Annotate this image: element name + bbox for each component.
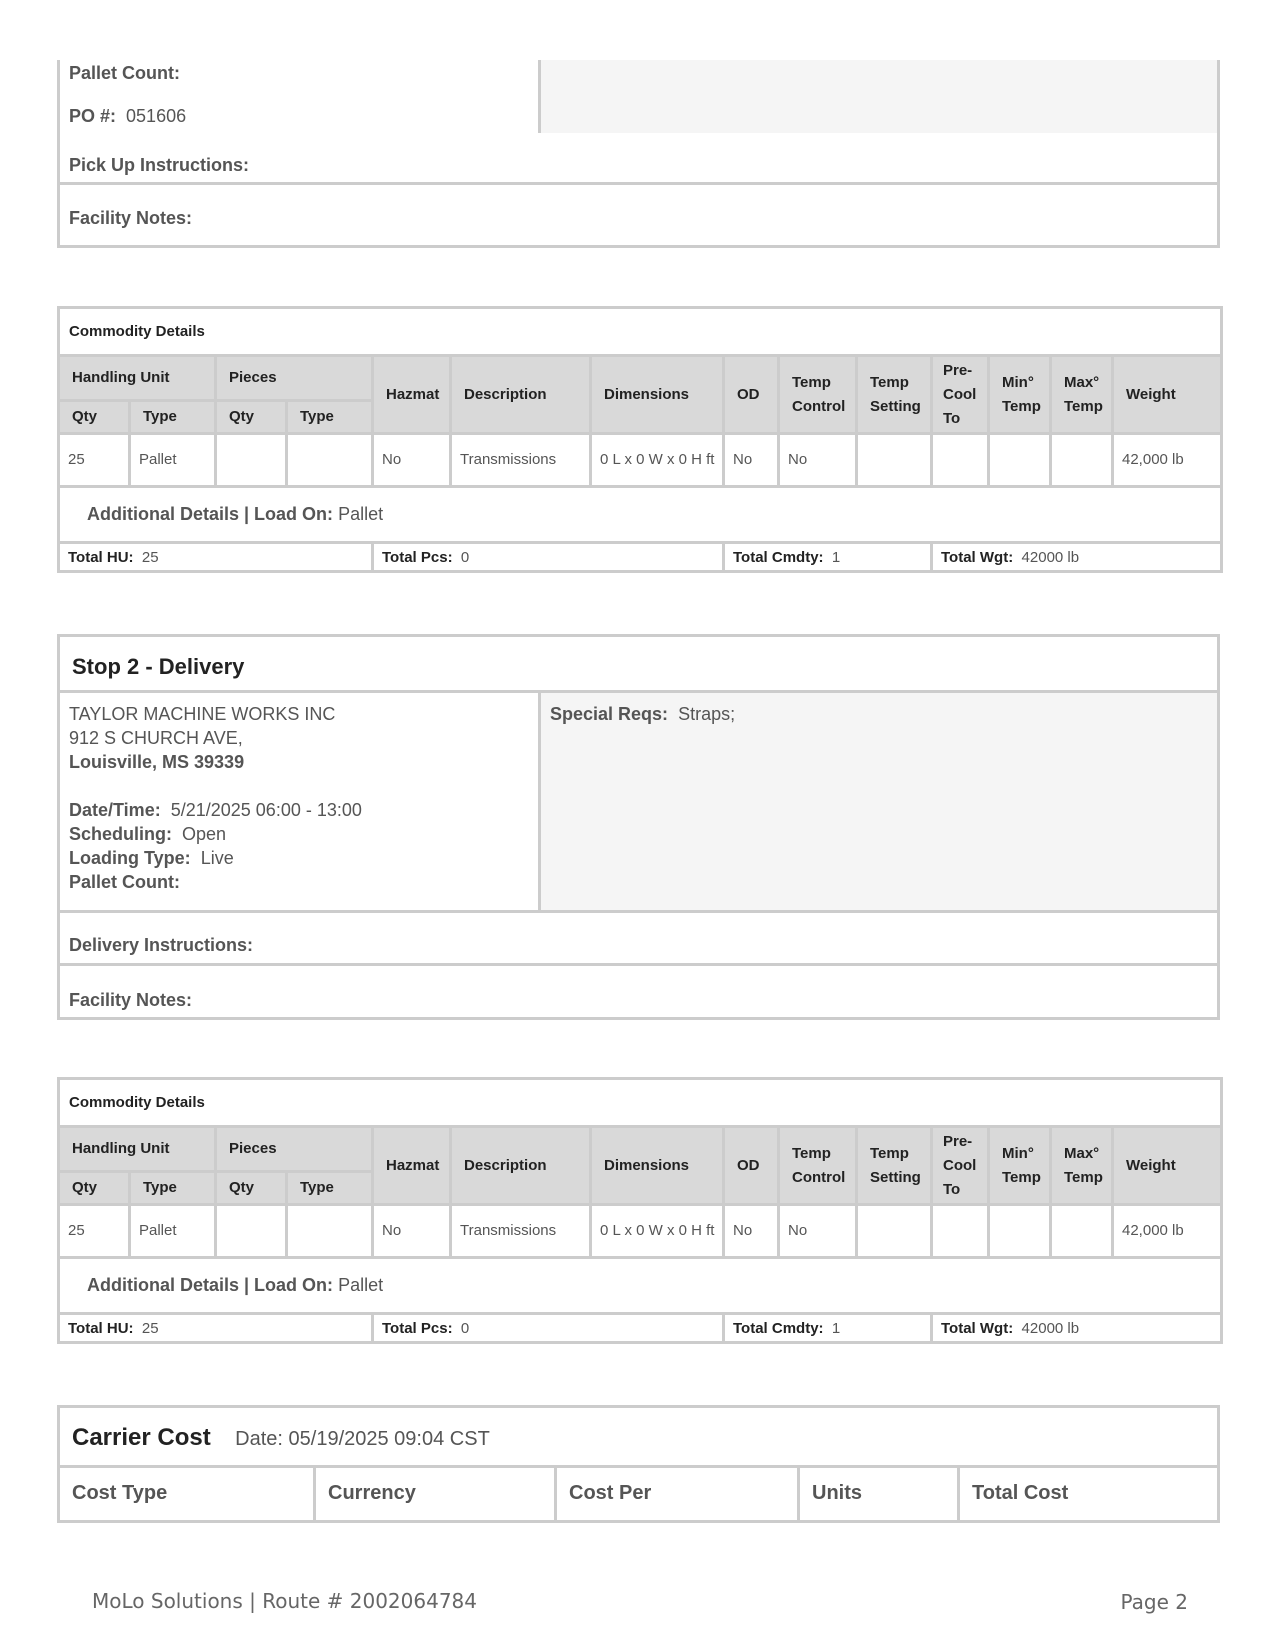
loading-type: Loading Type: Live bbox=[69, 848, 234, 868]
col-pre-cool: Pre-Cool To bbox=[932, 356, 989, 434]
facility-notes-row bbox=[60, 185, 1217, 245]
col-pc-type: Type bbox=[287, 1172, 373, 1205]
col-units: Units bbox=[800, 1468, 960, 1520]
cell-min-temp bbox=[989, 1205, 1051, 1258]
stop2-title: Stop 2 - Delivery bbox=[72, 654, 245, 679]
delivery-instructions-label: Delivery Instructions: bbox=[69, 935, 254, 955]
total-hu: Total HU: 25 bbox=[59, 543, 373, 572]
facility-notes-label-2: Facility Notes: bbox=[69, 990, 193, 1010]
additional-details: Additional Details | Load On: Pallet bbox=[59, 487, 1222, 543]
datetime: Date/Time: 5/21/2025 06:00 - 13:00 bbox=[69, 800, 362, 820]
cell-hu-qty: 25 bbox=[59, 434, 130, 487]
col-min-temp: Min° Temp bbox=[989, 356, 1051, 434]
total-cmdty: Total Cmdty: 1 bbox=[724, 1314, 932, 1343]
col-handling-unit: Handling Unit bbox=[59, 356, 216, 401]
pallet-count: Pallet Count: bbox=[69, 63, 180, 83]
totals-row bbox=[59, 543, 1222, 572]
col-max-temp: Max° Temp bbox=[1051, 1127, 1113, 1205]
col-currency: Currency bbox=[316, 1468, 557, 1520]
cell-hazmat: No bbox=[373, 1205, 451, 1258]
col-pc-type: Type bbox=[287, 401, 373, 434]
col-pieces: Pieces bbox=[216, 1127, 373, 1172]
delivery-instructions-row bbox=[60, 910, 1217, 966]
total-pcs: Total Pcs: 0 bbox=[373, 1314, 724, 1343]
col-dimensions: Dimensions bbox=[591, 1127, 724, 1205]
total-pcs: Total Pcs: 0 bbox=[373, 543, 724, 572]
col-temp-setting: Temp Setting bbox=[857, 1127, 932, 1205]
col-hu-qty: Qty bbox=[59, 1172, 130, 1205]
col-hu-type: Type bbox=[130, 401, 216, 434]
col-pc-qty: Qty bbox=[216, 1172, 287, 1205]
carrier-cost-columns bbox=[60, 1468, 1217, 1520]
table-row bbox=[59, 1205, 1222, 1258]
cell-dimensions: 0 L x 0 W x 0 H ft bbox=[591, 434, 724, 487]
col-hu-qty: Qty bbox=[59, 401, 130, 434]
col-dimensions: Dimensions bbox=[591, 356, 724, 434]
commodity-caption: Commodity Details bbox=[59, 308, 1222, 356]
table-row bbox=[59, 434, 1222, 487]
city-state-zip: Louisville, MS 39339 bbox=[69, 752, 245, 772]
cell-pc-qty bbox=[216, 1205, 287, 1258]
total-cmdty: Total Cmdty: 1 bbox=[724, 543, 932, 572]
col-od: OD bbox=[724, 1127, 779, 1205]
carrier-cost-title: Carrier Cost bbox=[72, 1424, 211, 1451]
commodity-caption: Commodity Details bbox=[59, 1079, 1222, 1127]
col-description: Description bbox=[451, 1127, 591, 1205]
stop2-address-block bbox=[60, 693, 541, 910]
po-number: PO #: 051606 bbox=[69, 106, 187, 126]
stop1-section bbox=[57, 60, 1220, 248]
cell-od: No bbox=[724, 434, 779, 487]
col-cost-type: Cost Type bbox=[60, 1468, 316, 1520]
cell-pc-qty bbox=[216, 434, 287, 487]
stop1-special-panel bbox=[541, 60, 1217, 133]
special-reqs-value: Straps; bbox=[678, 704, 736, 724]
cell-max-temp bbox=[1051, 434, 1113, 487]
total-wgt: Total Wgt: 42000 lb bbox=[932, 1314, 1222, 1343]
totals-row bbox=[59, 1314, 1222, 1343]
carrier-cost-date: Date: 05/19/2025 09:04 CST bbox=[235, 1428, 490, 1450]
col-handling-unit: Handling Unit bbox=[59, 1127, 216, 1172]
col-hazmat: Hazmat bbox=[373, 356, 451, 434]
company-name: TAYLOR MACHINE WORKS INC bbox=[69, 704, 336, 724]
cell-temp-control: No bbox=[779, 434, 857, 487]
col-min-temp: Min° Temp bbox=[989, 1127, 1051, 1205]
cell-description: Transmissions bbox=[451, 434, 591, 487]
facility-notes-row-2 bbox=[60, 966, 1217, 1020]
cell-pre-cool bbox=[932, 1205, 989, 1258]
cell-hu-qty: 25 bbox=[59, 1205, 130, 1258]
col-temp-control: Temp Control bbox=[779, 1127, 857, 1205]
cell-temp-setting bbox=[857, 1205, 932, 1258]
page-number: Page 2 bbox=[1120, 1590, 1188, 1614]
cell-weight: 42,000 lb bbox=[1113, 1205, 1222, 1258]
pallet-count-2: Pallet Count: bbox=[69, 872, 180, 892]
col-hu-type: Type bbox=[130, 1172, 216, 1205]
cell-pre-cool bbox=[932, 434, 989, 487]
col-od: OD bbox=[724, 356, 779, 434]
cell-description: Transmissions bbox=[451, 1205, 591, 1258]
col-description: Description bbox=[451, 356, 591, 434]
col-pc-qty: Qty bbox=[216, 401, 287, 434]
col-hazmat: Hazmat bbox=[373, 1127, 451, 1205]
cell-temp-control: No bbox=[779, 1205, 857, 1258]
carrier-cost-header bbox=[60, 1408, 1217, 1468]
footer-route: MoLo Solutions | Route # 2002064784 bbox=[92, 1589, 477, 1613]
col-temp-setting: Temp Setting bbox=[857, 356, 932, 434]
col-temp-control: Temp Control bbox=[779, 356, 857, 434]
special-reqs-panel bbox=[541, 693, 1217, 910]
col-total-cost: Total Cost bbox=[972, 1482, 1069, 1504]
special-reqs-label: Special Reqs: bbox=[550, 704, 669, 724]
col-cost-per: Cost Per bbox=[557, 1468, 800, 1520]
total-hu: Total HU: 25 bbox=[59, 1314, 373, 1343]
pickup-instructions-label: Pick Up Instructions: bbox=[69, 155, 250, 175]
facility-notes-label: Facility Notes: bbox=[69, 208, 193, 228]
col-weight: Weight bbox=[1113, 356, 1222, 434]
cell-weight: 42,000 lb bbox=[1113, 434, 1222, 487]
commodity-table-1 bbox=[57, 306, 1223, 573]
cell-pc-type bbox=[287, 1205, 373, 1258]
street-address: 912 S CHURCH AVE, bbox=[69, 728, 243, 748]
carrier-cost-section bbox=[57, 1405, 1220, 1523]
scheduling: Scheduling: Open bbox=[69, 824, 227, 844]
total-wgt: Total Wgt: 42000 lb bbox=[932, 543, 1222, 572]
cell-hu-type: Pallet bbox=[130, 1205, 216, 1258]
col-pieces: Pieces bbox=[216, 356, 373, 401]
cell-pc-type bbox=[287, 434, 373, 487]
cell-hazmat: No bbox=[373, 434, 451, 487]
cell-hu-type: Pallet bbox=[130, 434, 216, 487]
stop1-info bbox=[60, 60, 541, 133]
stop2-section bbox=[57, 634, 1220, 1020]
col-weight: Weight bbox=[1113, 1127, 1222, 1205]
pickup-instructions-row bbox=[60, 133, 1217, 185]
additional-details: Additional Details | Load On: Pallet bbox=[59, 1258, 1222, 1314]
cell-od: No bbox=[724, 1205, 779, 1258]
cell-temp-setting bbox=[857, 434, 932, 487]
cell-dimensions: 0 L x 0 W x 0 H ft bbox=[591, 1205, 724, 1258]
col-max-temp: Max° Temp bbox=[1051, 356, 1113, 434]
cell-min-temp bbox=[989, 434, 1051, 487]
col-pre-cool: Pre-Cool To bbox=[932, 1127, 989, 1205]
commodity-table-2 bbox=[57, 1077, 1223, 1344]
cell-max-temp bbox=[1051, 1205, 1113, 1258]
